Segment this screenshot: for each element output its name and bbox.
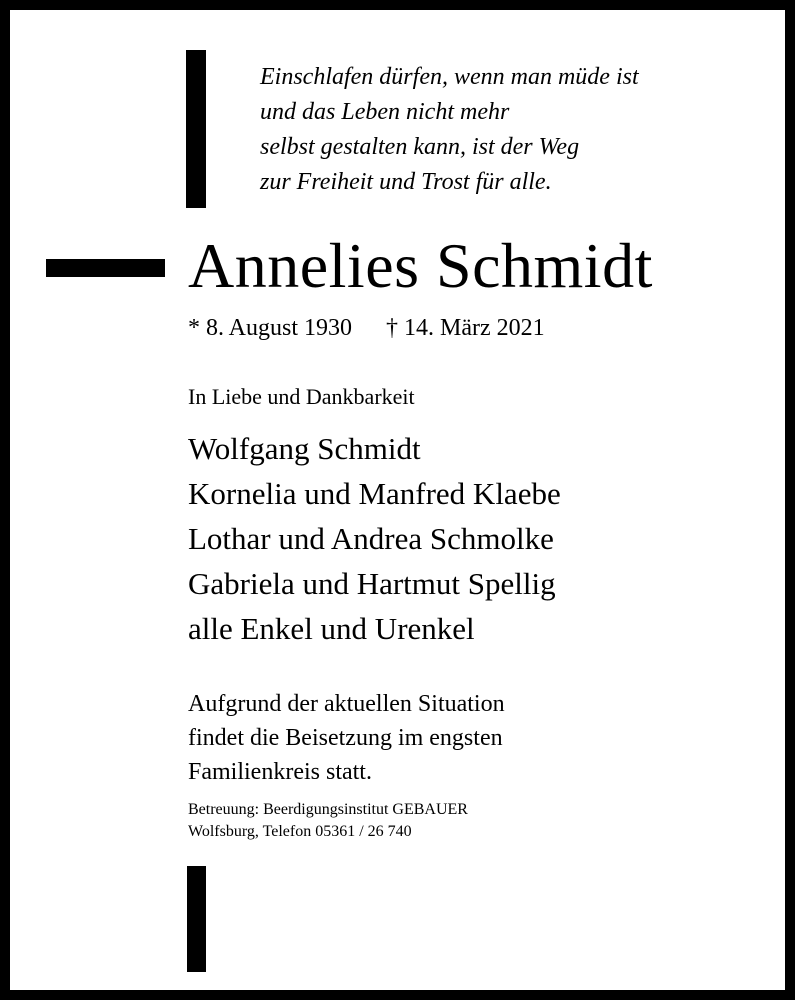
mourners-list [188,426,561,651]
mourner: Lothar und Andrea Schmolke [188,521,554,556]
mourner: Gabriela und Hartmut Spellig [188,566,556,601]
mourners-intro: In Liebe und Dankbarkeit [188,384,415,409]
birth-date: * 8. August 1930 [188,315,353,341]
cross-top-bar [186,50,206,208]
notice-line: Familienkreis statt. [188,759,372,785]
death-date: † 14. März 2021 [386,315,545,341]
quote-line: und das Leben nicht mehr [260,99,510,125]
mourner: Wolfgang Schmidt [188,431,421,466]
quote-line: zur Freiheit und Trost für alle. [260,169,552,195]
undertaker-line: Wolfsburg, Telefon 05361 / 26 740 [188,823,412,840]
burial-notice [188,687,505,789]
cross-arm-bar [46,259,165,277]
quote-line: Einschlafen dürfen, wenn man müde ist [260,64,639,90]
quote-line: selbst gestalten kann, ist der Weg [260,134,580,160]
mourner: alle Enkel und Urenkel [188,611,475,646]
notice-line: Aufgrund der aktuellen Situation [188,691,505,717]
notice-line: findet die Beisetzung im engsten [188,725,503,751]
undertaker-info [188,799,468,843]
undertaker-line: Betreuung: Beerdigungsinstitut GEBAUER [188,801,468,818]
mourner: Kornelia und Manfred Klaebe [188,476,561,511]
life-dates [188,312,545,344]
deceased-name: Annelies Schmidt [188,230,653,301]
cross-bottom-bar [187,866,206,972]
memorial-quote [260,60,760,200]
